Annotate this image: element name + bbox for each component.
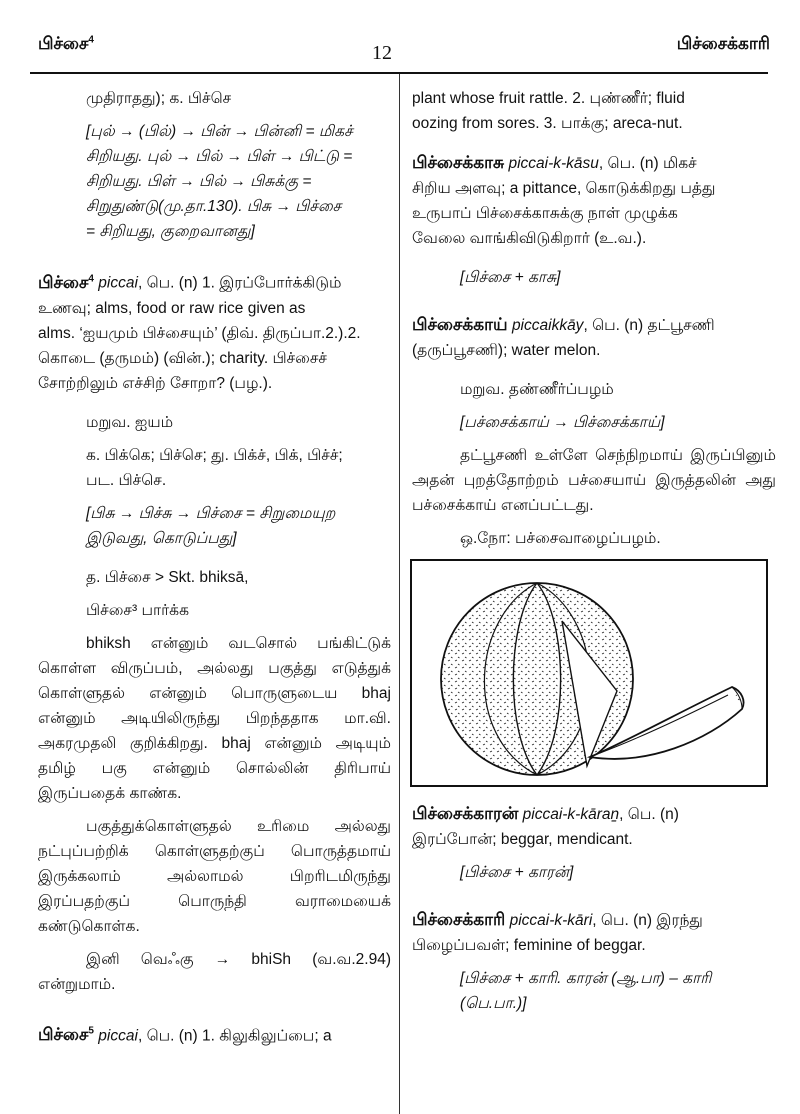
see-also-line: ஒ.நோ: பச்சைவாழைப்பழம். [460, 530, 661, 547]
paragraph: bhiksh என்னும் வடசொல் பங்கிட்டுக் கொள்ள விருப்பம், அல்லது பகுத்து எடுத்துக் கொள்ளுதல் என்னும் பொருளுடைய bhaj என்னும் அடியிலிருந்து பிறந்ததாக மா.வி. அகரமுதலி குறிக்கிறது. bhaj என்னும் அடியும் தமிழ் பகு என்னும் சொல்லின் திரிபாய் இருப்பதைக் காண்க. [38, 634, 391, 802]
headword: பிச்சைக்காய் [412, 315, 508, 334]
definition-line: வேலை வாங்கிவிடுகிறார் (உ.வ.). [412, 230, 647, 247]
definition-line: உருபாப் பிச்சைக்காசுக்கு நாள் முழுக்க [412, 205, 678, 222]
derivation-line: [பிசு → பிச்சு → பிச்சை = சிறுமையுற [86, 504, 336, 522]
transliteration: piccai-k-kāri [509, 912, 593, 929]
derivation-line: [பச்சைக்காய் → பிச்சைக்காய்] [460, 414, 665, 431]
paragraph: தட்பூசணி உள்ளே செந்நிறமாய் இருப்பினும் அதன் புறத்தோற்றம் பச்சையாய் இருத்தலின் அது பச்சைக்காய் எனப்பட்டது. [412, 447, 776, 514]
derivation-line: [பிச்சை + காசு] [460, 269, 561, 286]
melon-illustration-icon [412, 561, 766, 785]
definition-line: பிழைப்பவள்; feminine of beggar. [412, 937, 646, 954]
derivation-line: = சிறியது, குறைவானது] [86, 223, 255, 240]
page-number: 12 [372, 42, 392, 64]
entry-piccai-4: பிச்சை$^4$ piccai, பெ. (n) 1. இரப்போர்க்கிடும் உணவு; alms, food or raw rice given as alms. ‘ஐயமும் பிச்சையும்’ (திவ். திருப்பா.2.).2. கொடை (தருமம்) (வின்.); charity. பிச்சைச் சோற்றிலும் எச்சிற் சோறா? (பழ.). மறுவ. ஐயம் க. பிக்கெ; பிச்செ; து. பிக்ச், பிக், பிச்ச்; பட. பிச்செ. [பிசு → பிச்சு → பிச்சை = சிறுமையுற இடுவது, கொடுப்பது] த. பிச்சை > Skt. bhiksā, பிச்சை³ பார்க்க bhiksh என்னும் வடசொல் பங்கிட்டுக் கொள்ள விருப்பம், அல்லது பகுத்து எடுத்துக் கொள்ளுதல் என்னும் பொருளுடைய bhaj என்னும் அடியிலிருந்து பிறந்ததாக மா.வி. அகரமுதலி குறிக்கிறது. bhaj என்னும் அடியும் தமிழ் பகு என்னும் சொல்லின் திரிபாய் இருப்பதைக் காண்க. பகுத்துக்கொள்ளுதல் உரிமை அல்லது நட்புப்பற்றிக் கொள்ளுதற்குப் பொருத்தமாய் இருக்கலாம் அல்லாமல் பிறரிடமிருந்து இரப்பதற்குப் பொருந்தி வராமையைக் கண்டுகொள்க. இனி வெஃகு → bhiSh (வ.வ.2.94) என்றுமாம். [38, 266, 391, 997]
definition-line: பெ. (n) இரந்து [600, 912, 703, 929]
transliteration: piccai [98, 1027, 138, 1045]
definition-line: கொடை (தருமம்) (வின்.); charity. பிச்சைச் [38, 349, 327, 367]
definition-line: பெ. (n) 1. கிலுகிலுப்பை; a [146, 1027, 332, 1045]
entry-piccaikkay: பிச்சைக்காய் piccaikkāy, பெ. (n) தட்பூசணி (தருப்பூசணி); water melon. மறுவ. தண்ணீர்ப்பழம் [பச்சைக்காய் → பிச்சைக்காய்] தட்பூசணி உள்ளே செந்நிறமாய் இருப்பினும் அதன் புறத்தோற்றம் பச்சையாய் இருத்தலின் அது பச்சைக்காய் எனப்பட்டது. ஒ.நோ: பச்சைவாழைப்பழம். [412, 312, 776, 787]
entry-piccai-5: பிச்சை$^5$ piccai, பெ. (n) 1. கிலுகிலுப்பை; a [38, 1025, 332, 1045]
definition-line: alms. ‘ஐயமும் பிச்சையும்’ (திவ். திருப்பா.2.).2. [38, 324, 361, 342]
definition-line: பெ. (n) தட்பூசணி [592, 317, 715, 334]
definition-line: சோற்றிலும் எச்சிற் சோறா? (பழ.). [38, 374, 273, 392]
left-column [38, 86, 391, 1048]
sanskrit-line: த. பிச்சை > Skt. bhiksā, [86, 568, 249, 586]
derivation-block [38, 501, 391, 551]
definition-line: (தருப்பூசணி); water melon. [412, 342, 601, 359]
derivation-line: சிறுதுண்டு(மு.தா.130). பிசு → பிச்சை [86, 198, 342, 215]
derivation-line: (பெ.பா.)] [460, 995, 527, 1012]
headword: பிச்சைக்காரன் [412, 804, 519, 823]
derivation-line: இடுவது, கொடுப்பது] [86, 529, 237, 547]
derivation-block [38, 119, 391, 244]
definition-line: சிறிய அளவு; a pittance, கொடுக்கிறது பத்து [412, 180, 716, 197]
entry-piccai-k-kasu: பிச்சைக்காசு piccai-k-kāsu, பெ. (n) மிகச் சிறிய அளவு; a pittance, கொடுக்கிறது பத்து உருபாப் பிச்சைக்காசுக்கு நாள் முழுக்க வேலை வாங்கிவிடுகிறார் (உ.வ.). [பிச்சை + காசு] [412, 150, 776, 290]
header-left-word: பிச்சை$^4$ [38, 34, 94, 53]
derivation-line: [புல் → (பில்) → பின் → பின்னி = மிகச் [86, 123, 353, 140]
cognate-line: க. பிக்கெ; பிச்செ; து. பிக்ச், பிக், பிச்ச்; [86, 446, 343, 464]
synonym-line: மறுவ. ஐயம் [86, 413, 174, 431]
entry-piccai-k-kari: பிச்சைக்காரி piccai-k-kāri, பெ. (n) இரந்து பிழைப்பவள்; feminine of beggar. [பிச்சை + காரி. காரன் (ஆ.பா) – காரி (பெ.பா.)] [412, 907, 776, 1016]
column-divider [399, 74, 400, 1114]
headword: பிச்சைக்காசு [412, 153, 505, 172]
headword: பிச்சை$^5$ [38, 1025, 94, 1045]
synonym-line: மறுவ. தண்ணீர்ப்பழம் [460, 381, 614, 398]
continuation-line: oozing from sores. 3. பாக்கு; areca-nut. [412, 115, 683, 132]
melon-illustration-frame [410, 559, 768, 787]
continuation-line: முதிராதது); க. பிச்செ [86, 90, 232, 107]
definition-line: பெ. (n) [627, 806, 679, 823]
derivation-line: [பிச்சை + காரி. காரன் (ஆ.பா) – காரி [460, 970, 712, 987]
transliteration: piccai-k-kāraṉ [522, 806, 620, 823]
derivation-line: [பிச்சை + காரன்] [460, 864, 574, 881]
continuation-line: plant whose fruit rattle. 2. புண்ணீர்; fluid [412, 90, 685, 107]
right-column [412, 86, 776, 1016]
cognate-line: பட. பிச்செ. [86, 471, 167, 489]
entry-piccai-k-karan: பிச்சைக்காரன் piccai-k-kāraṉ, பெ. (n) இரப்போன்; beggar, mendicant. [பிச்சை + காரன்] [412, 801, 776, 885]
definition-line: பெ. (n) 1. இரப்போர்க்கிடும் [146, 274, 342, 292]
transliteration: piccai [98, 274, 138, 292]
paragraph: இனி வெஃகு → bhiSh (வ.வ.2.94) என்றுமாம். [38, 950, 391, 993]
transliteration: piccai-k-kāsu [508, 155, 599, 172]
derivation-line: சிறியது. புல் → பில் → பிள் → பிட்டு = [86, 148, 353, 165]
derivation-block [412, 966, 776, 1016]
headword: பிச்சைக்காரி [412, 910, 506, 929]
definition-line: இரப்போன்; beggar, mendicant. [412, 831, 633, 848]
definition-line: பெ. (n) மிகச் [607, 155, 697, 172]
cross-reference: பிச்சை³ பார்க்க [86, 601, 189, 619]
paragraph: பகுத்துக்கொள்ளுதல் உரிமை அல்லது நட்புப்பற்றிக் கொள்ளுதற்குப் பொருத்தமாய் இருக்கலாம் அல்லாமல் பிறரிடமிருந்து இரப்பதற்குப் பொருந்தி வராமையைக் கண்டுகொள்க. [38, 817, 391, 935]
headword: பிச்சை$^4$ [38, 272, 94, 292]
derivation-line: சிறியது. பிள் → பில் → பிசுக்கு = [86, 173, 312, 190]
header-right-word: பிச்சைக்காரி [676, 34, 770, 53]
transliteration: piccaikkāy [511, 317, 584, 334]
definition-line: உணவு; alms, food or raw rice given as [38, 299, 306, 317]
